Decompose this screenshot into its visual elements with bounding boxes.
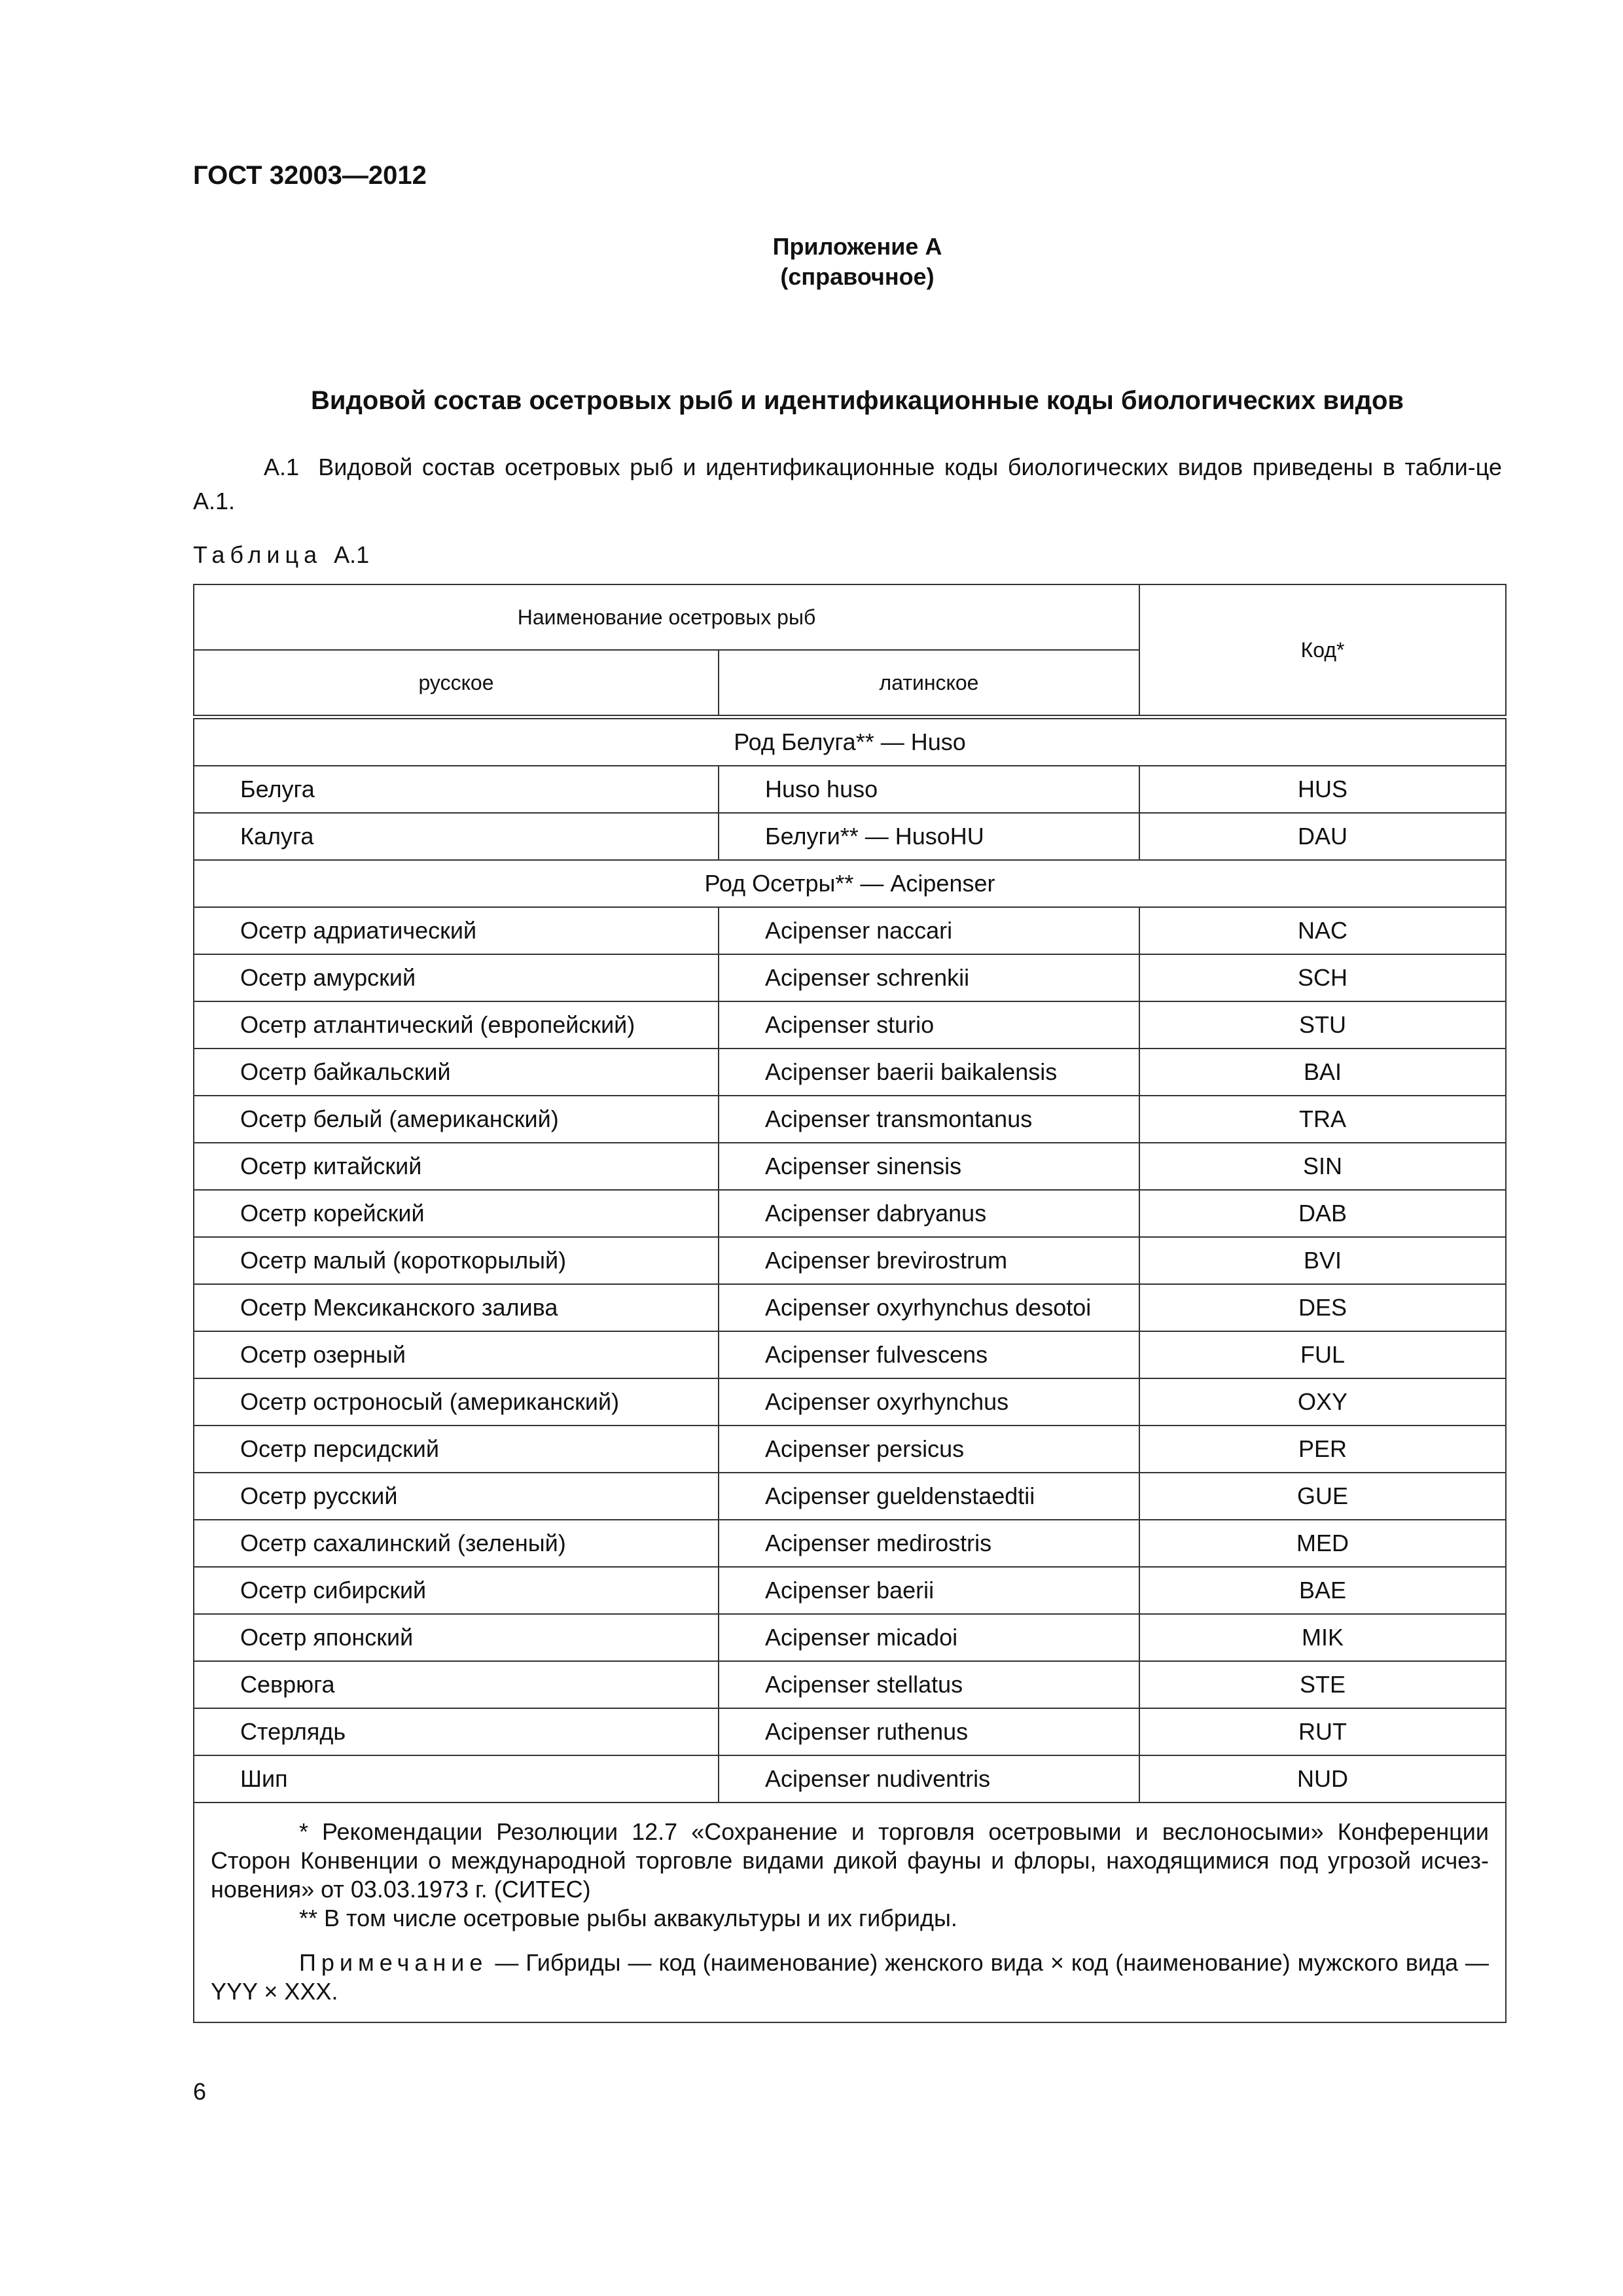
code-cell: DAB	[1139, 1190, 1506, 1237]
russian-name-cell: Осетр персидский	[194, 1426, 719, 1473]
table-caption	[193, 541, 369, 569]
russian-name-cell: Белуга	[194, 766, 719, 813]
table-row	[194, 1614, 1506, 1661]
russian-name-cell: Осетр русский	[194, 1473, 719, 1520]
code-cell: GUE	[1139, 1473, 1506, 1520]
code-cell: SIN	[1139, 1143, 1506, 1190]
russian-name-cell: Осетр озерный	[194, 1331, 719, 1378]
latin-name-cell: Acipenser transmontanus	[719, 1096, 1139, 1143]
code-cell: SCH	[1139, 954, 1506, 1001]
latin-name-cell: Acipenser micadoi	[719, 1614, 1139, 1661]
russian-name-cell: Осетр корейский	[194, 1190, 719, 1237]
table-row	[194, 954, 1506, 1001]
russian-name-cell: Осетр остроносый (американский)	[194, 1378, 719, 1426]
table-row	[194, 1473, 1506, 1520]
latin-name-cell: Huso huso	[719, 766, 1139, 813]
latin-name-cell: Acipenser brevirostrum	[719, 1237, 1139, 1284]
russian-name-cell: Осетр амурский	[194, 954, 719, 1001]
table-caption-word: Таблица	[193, 541, 323, 568]
note-label: Примечание	[299, 1949, 488, 1976]
code-cell: BAI	[1139, 1049, 1506, 1096]
table-row	[194, 813, 1506, 860]
latin-name-cell: Acipenser ruthenus	[719, 1708, 1139, 1755]
russian-name-cell: Осетр Мексиканского залива	[194, 1284, 719, 1331]
annex-type: (справочное)	[780, 263, 935, 290]
latin-name-cell: Acipenser persicus	[719, 1426, 1139, 1473]
footnote-2-text: ** В том числе осетровые рыбы аквакультуры и их гибриды.	[299, 1905, 957, 1931]
latin-name-cell: Acipenser dabryanus	[719, 1190, 1139, 1237]
code-cell: FUL	[1139, 1331, 1506, 1378]
table-row	[194, 1520, 1506, 1567]
footnote-2	[211, 1904, 1489, 1933]
russian-name-cell: Осетр белый (американский)	[194, 1096, 719, 1143]
table-row	[194, 1284, 1506, 1331]
code-cell: HUS	[1139, 766, 1506, 813]
footnotes-row	[194, 1803, 1506, 2022]
code-cell: DAU	[1139, 813, 1506, 860]
intro-number: А.1	[264, 454, 300, 480]
code-cell: OXY	[1139, 1378, 1506, 1426]
table-caption-number: А.1	[334, 541, 370, 568]
russian-name-cell: Калуга	[194, 813, 719, 860]
code-cell: NAC	[1139, 907, 1506, 954]
intro-text: Видовой состав осетровых рыб и идентификационные коды биологических видов приведены в табли-це А.1.	[193, 454, 1502, 514]
header-russian: русское	[194, 650, 719, 717]
table-row	[194, 1378, 1506, 1426]
table-row	[194, 1049, 1506, 1096]
latin-name-cell: Acipenser fulvescens	[719, 1331, 1139, 1378]
russian-name-cell: Осетр сахалинский (зеленый)	[194, 1520, 719, 1567]
code-cell: PER	[1139, 1426, 1506, 1473]
genus-label: Род Осетры** — Acipenser	[194, 860, 1506, 907]
genus-label: Род Белуга** — Huso	[194, 717, 1506, 766]
table-row	[194, 766, 1506, 813]
latin-name-cell: Acipenser oxyrhynchus	[719, 1378, 1139, 1426]
code-cell: DES	[1139, 1284, 1506, 1331]
table-row	[194, 1001, 1506, 1049]
latin-name-cell: Acipenser schrenkii	[719, 954, 1139, 1001]
header-name-group: Наименование осетровых рыб	[194, 584, 1139, 650]
annex-title: Приложение А	[772, 233, 942, 260]
footnote-1-text: * Рекомендации Резолюции 12.7 «Сохранение и торговля осетровыми и веслоносыми» Конференции Сторон Конвенции о международной торговле видами дикой фауны и флоры, находящимися под угрозой исчез-новения» от 03.03.1973 г. (СИТЕС)	[211, 1818, 1489, 1903]
russian-name-cell: Шип	[194, 1755, 719, 1803]
genus-row	[194, 860, 1506, 907]
latin-name-cell: Acipenser oxyrhynchus desotoi	[719, 1284, 1139, 1331]
russian-name-cell: Стерлядь	[194, 1708, 719, 1755]
russian-name-cell: Осетр адриатический	[194, 907, 719, 954]
section-heading: Видовой состав осетровых рыб и идентификационные коды биологических видов	[311, 386, 1404, 415]
latin-name-cell: Acipenser baerii	[719, 1567, 1139, 1614]
latin-name-cell: Acipenser stellatus	[719, 1661, 1139, 1708]
table-row	[194, 1661, 1506, 1708]
russian-name-cell: Осетр сибирский	[194, 1567, 719, 1614]
table-row	[194, 1426, 1506, 1473]
table-row	[194, 1567, 1506, 1614]
russian-name-cell: Осетр малый (короткорылый)	[194, 1237, 719, 1284]
russian-name-cell: Осетр китайский	[194, 1143, 719, 1190]
note-text: — Гибриды — код (наименование) женского вида × код (наименование) мужского вида — YYY × XXX.	[211, 1949, 1489, 2005]
footnote-1	[211, 1818, 1489, 1904]
latin-name-cell: Acipenser medirostris	[719, 1520, 1139, 1567]
table-row	[194, 1190, 1506, 1237]
code-cell: BAE	[1139, 1567, 1506, 1614]
table-row	[194, 1143, 1506, 1190]
russian-name-cell: Осетр атлантический (европейский)	[194, 1001, 719, 1049]
header-code: Код*	[1139, 584, 1506, 717]
header-latin: латинское	[719, 650, 1139, 717]
table-row	[194, 1755, 1506, 1803]
code-cell: MIK	[1139, 1614, 1506, 1661]
code-cell: NUD	[1139, 1755, 1506, 1803]
russian-name-cell: Осетр японский	[194, 1614, 719, 1661]
code-cell: STU	[1139, 1001, 1506, 1049]
table-note	[211, 1948, 1489, 2006]
table-row	[194, 907, 1506, 954]
latin-name-cell: Acipenser baerii baikalensis	[719, 1049, 1139, 1096]
genus-row	[194, 717, 1506, 766]
latin-name-cell: Белуги** — HusoHU	[719, 813, 1139, 860]
latin-name-cell: Acipenser sturio	[719, 1001, 1139, 1049]
latin-name-cell: Acipenser naccari	[719, 907, 1139, 954]
code-cell: STE	[1139, 1661, 1506, 1708]
table-row	[194, 1708, 1506, 1755]
code-cell: MED	[1139, 1520, 1506, 1567]
species-table	[193, 584, 1507, 2023]
table-row	[194, 1237, 1506, 1284]
intro-paragraph	[193, 450, 1502, 518]
code-cell: RUT	[1139, 1708, 1506, 1755]
table-row	[194, 1331, 1506, 1378]
latin-name-cell: Acipenser nudiventris	[719, 1755, 1139, 1803]
table-row	[194, 1096, 1506, 1143]
russian-name-cell: Севрюга	[194, 1661, 719, 1708]
code-cell: BVI	[1139, 1237, 1506, 1284]
russian-name-cell: Осетр байкальский	[194, 1049, 719, 1096]
page-number: 6	[193, 2078, 207, 2105]
latin-name-cell: Acipenser sinensis	[719, 1143, 1139, 1190]
code-cell: TRA	[1139, 1096, 1506, 1143]
standard-designation: ГОСТ 32003—2012	[193, 161, 427, 190]
footnotes-cell	[194, 1803, 1506, 2022]
latin-name-cell: Acipenser gueldenstaedtii	[719, 1473, 1139, 1520]
